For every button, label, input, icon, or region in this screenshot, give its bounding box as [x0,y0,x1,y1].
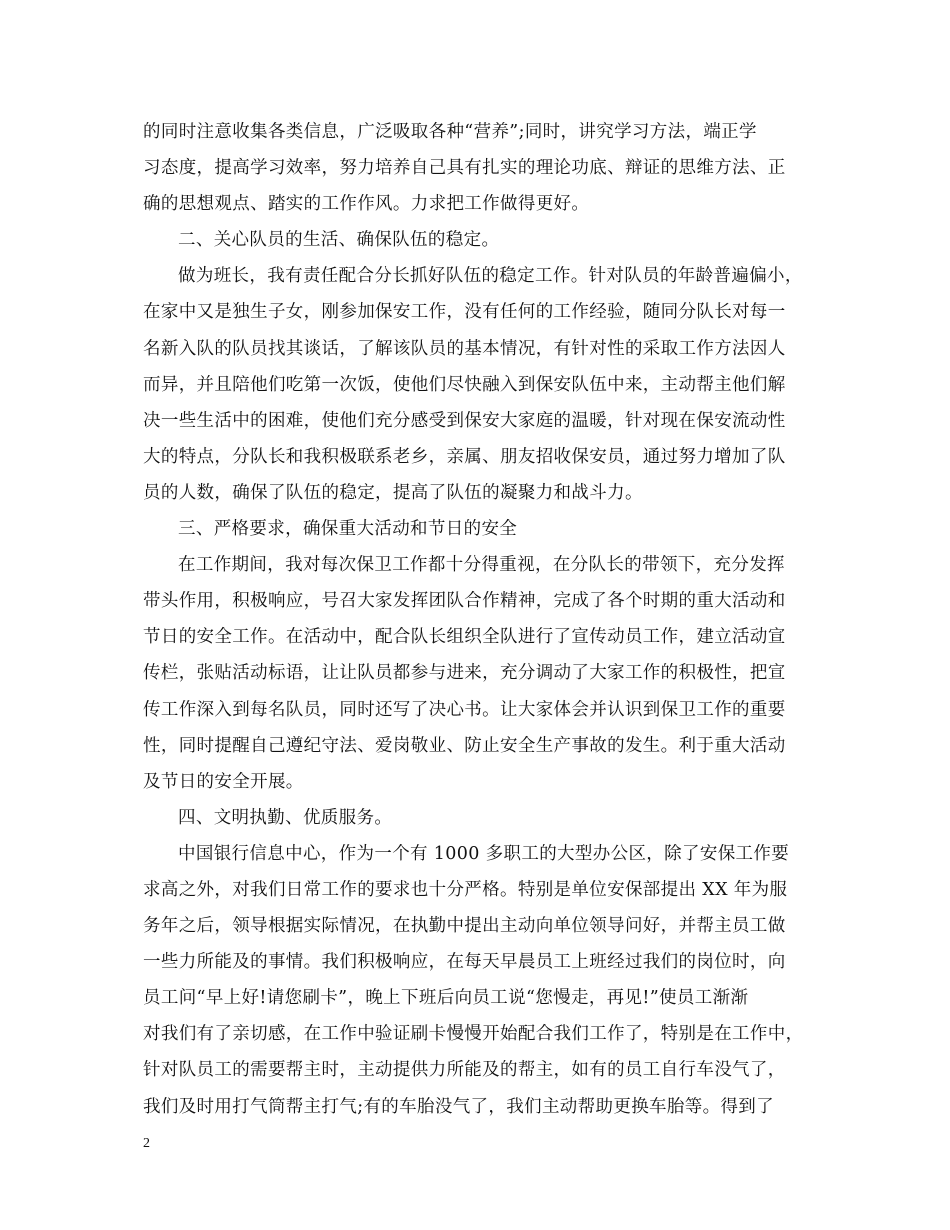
document-body [143,117,813,1128]
section-heading: 四、文明执勤、优质服务。 [178,807,393,828]
text-line: 对我们有了亲切感，在工作中验证刷卡慢慢开始配合我们工作了，特别是在工作中， [143,1024,804,1045]
text-line: 大的特点，分队长和我积极联系老乡，亲属、朋友招收保安员，通过努力增加了队 [143,446,786,467]
text-line: 的同时注意收集各类信息，广泛吸取各种“营养”;同时，讲究学习方法，端正学 [143,122,757,142]
text-line: 决一些生活中的困难，使他们充分感受到保安大家庭的温暖，针对现在保安流动性 [143,410,786,431]
text-line: 求高之外，对我们日常工作的要求也十分严格。特别是单位安保部提出 XX 年为服 [143,879,788,900]
text-line: 我们及时用打气筒帮主打气;有的车胎没气了，我们主动帮助更换车胎等。得到了 [143,1096,774,1117]
section-heading: 二、关心队员的生活、确保队伍的稳定。 [178,230,500,251]
text-line: 员工问“早上好!请您刷卡”，晚上下班后向员工说“您慢走，再见!”使员工渐渐 [143,988,749,1009]
text-line: 及节日的安全开展。 [143,771,304,792]
text-line: 带头作用，积极响应，号召大家发挥团队合作精神，完成了各个时期的重大活动和 [143,591,786,612]
text-line: 性，同时提醒自己遵纪守法、爱岗敬业、防止安全生产事故的发生。利于重大活动 [143,735,786,756]
text-line: 习态度，提高学习效率，努力培养自己具有扎实的理论功底、辩证的思维方法、正 [143,158,786,179]
text-line: 员的人数，确保了队伍的稳定，提高了队伍的凝聚力和战斗力。 [143,482,643,503]
text-line: 节日的安全工作。在活动中，配合队长组织全队进行了宣传动员工作，建立活动宣 [143,627,786,648]
text-line: 做为班长，我有责任配合分长抓好队伍的稳定工作。针对队员的年龄普遍偏小， [178,266,803,287]
text-line: 传栏，张贴活动标语，让让队员都参与进来，充分调动了大家工作的积极性，把宣 [143,663,786,684]
text-line: 一些力所能及的事情。我们积极响应，在每天早晨员工上班经过我们的岗位时，向 [143,952,786,973]
text-line: 名新入队的队员找其谈话，了解该队员的基本情况，有针对性的采取工作方法因人 [143,338,786,359]
text-line: 针对队员工的需要帮主时，主动提供力所能及的帮主，如有的员工自行车没气了， [143,1060,786,1081]
text-line: 而异，并且陪他们吃第一次饭，使他们尽快融入到保安队伍中来，主动帮主他们解 [143,374,786,395]
text-line: 在工作期间，我对每次保卫工作都十分得重视，在分队长的带领下，充分发挥 [178,555,785,576]
text-line: 务年之后，领导根据实际情况，在执勤中提出主动向单位领导问好，并帮主员工做 [143,916,786,937]
text-line: 在家中又是独生子女，刚参加保安工作，没有任何的工作经验，随同分队长对每一 [143,302,786,323]
section-heading: 三、严格要求，确保重大活动和节日的安全 [178,519,518,540]
text-line: 中国银行信息中心，作为一个有 1000 多职工的大型办公区，除了安保工作要 [178,843,790,864]
page-number: 2 [143,1136,150,1151]
text-line: 传工作深入到每名队员，同时还写了决心书。让大家体会并认识到保卫工作的重要 [143,699,786,720]
text-line: 确的思想观点、踏实的工作作风。力求把工作做得更好。 [143,194,590,215]
